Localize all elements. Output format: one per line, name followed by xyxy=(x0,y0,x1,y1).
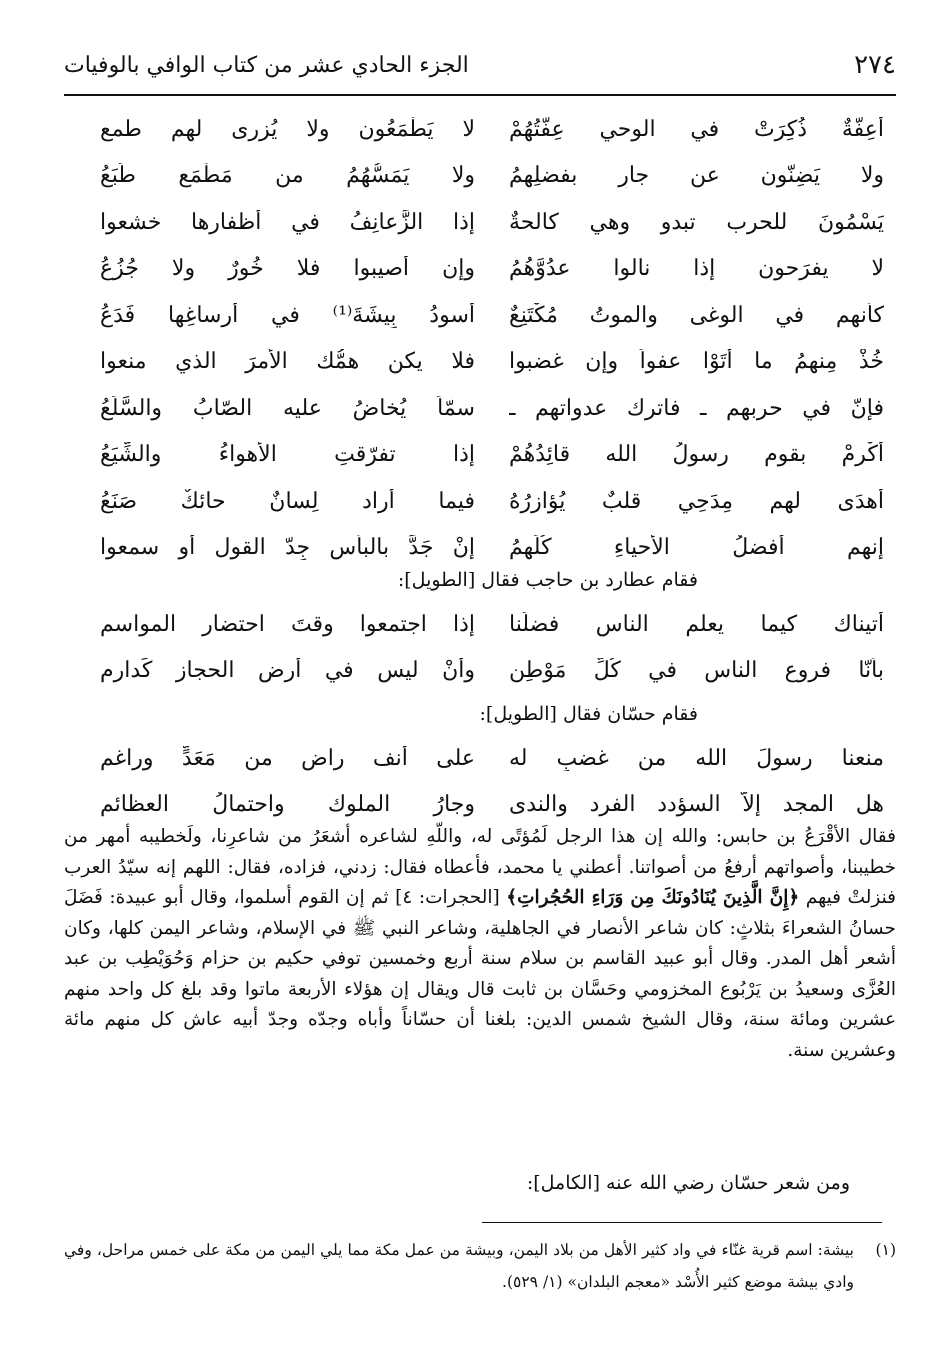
page-number: ٢٧٤ xyxy=(854,50,896,80)
verse-line xyxy=(100,292,884,339)
verse-hemistich-second: وأنْ ليس في أرضِ الحجاز كَدارِم xyxy=(100,658,475,684)
poem-1 xyxy=(100,106,884,571)
verse-hemistich-second: أُسودُ بِيشَةَ⁽¹⁾ في أرساغِها فَدَعُ xyxy=(100,302,475,328)
verse-line xyxy=(100,385,884,432)
verse-line xyxy=(100,199,884,246)
verse-line xyxy=(100,432,884,479)
verse-line xyxy=(100,601,884,648)
verse-line xyxy=(100,246,884,293)
poem-2-intro: فقام عطارد بن حاجب فقال [الطويل]: xyxy=(397,569,698,591)
footnote-rule xyxy=(482,1222,882,1223)
quran-quote: ﴿إِنَّ الَّذِينَ يُنَادُونَكَ مِن وَرَاءِ الحُجُراتِ﴾ xyxy=(506,887,800,908)
prose-part-2: [الحجرات: ٤] ثم إن القوم أسلموا، وقال أبو عبيدة: فَضَلَ حسانُ الشعراءَ بثلاثٍ: كان شاعر الأنصار في الجاهلية، وشاعر النبي ﷺ في الإسلام، وشاعر اليمن كلها، وكان أشعر أهل المدر. وقال أبو عبيد القاسم بن سلام سنة أربع وخمسين توفي حكيم بن حزام وَحُوَيْطِب بن عبد العُزَّى وسعيدُ بن يَرْبُوع المخزومي وحَسَّان بن ثابت قال ويقال إن هؤلاء الأربعة ماتوا وقد بلغ كل واحد منهم عشرين ومائة سنة، وقال الشيخ شمس الدين: بلغنا أن حسّاناً وأباه وجدّه وجدّ أبيه عاش كل منهم مائة وعشرين سنة. xyxy=(64,887,896,1061)
verse-line xyxy=(100,106,884,153)
verse-line xyxy=(100,735,884,782)
footnote-text: بيشة: اسم قرية غنّاء في واد كثير الأهل من بلاد اليمن، وبيشة من عمل مكة مما يلي اليمن من مكة على خمس مراحل، وفي وادي بيشة موضع كثير الأُسْد «معجم البلدان» (١/ ٥٢٩). xyxy=(64,1241,854,1291)
verse-hemistich-second: إذا تفرّقتِ الأهواءُ والشِّيَعُ xyxy=(100,442,475,468)
prose-part-1: فقال الأقْرَعُ بن حابس: والله إن هذا الرجل لَمُؤتًى له، واللّهِ لشاعره أشعَرُ من شاعرِنا، ولَخطيبه أمهر من خطيبنا، وأصواتهم أرفعُ من أصواتنا. أعطني يا محمد، فأعطاه فقال: زدني، فزاده، فقال: اللهم إنه سيّدُ العرب فنزلتْ فيهم xyxy=(64,826,896,908)
verse-line xyxy=(100,478,884,525)
verse-hemistich-first: كأنهم في الوغى والموتُ مُكْتَنِعٌ xyxy=(509,302,884,328)
verse-hemistich-second: سمّاً يُخاضُ عليه الصّابُ والسَّلَعُ xyxy=(100,395,475,421)
verse-hemistich-second: إنْ جَدَّ بالبأسِ جِدّ القول أو سمعوا xyxy=(100,535,475,561)
running-title: الجزء الحادي عشر من كتاب الوافي بالوفيات xyxy=(64,52,469,78)
verse-line xyxy=(100,648,884,695)
verse-hemistich-second: ولا يَمَسُّهُمُ من مَطْمَعٍ طَبَعُ xyxy=(100,163,475,189)
poem-3-intro: فقام حسّان فقال [الطويل]: xyxy=(479,703,698,725)
verse-hemistich-first: يَسْمُونَ للحرب تبدو وهي كالحةٌ xyxy=(509,209,884,235)
verse-line xyxy=(100,525,884,572)
verse-hemistich-second: وجارُ الملوك واحتمالُ العظائم xyxy=(100,792,475,818)
verse-hemistich-first: أَهدَى لهم مِدَحِي قلبٌ يُؤازِرُهُ xyxy=(509,488,884,514)
verse-hemistich-first: خُذْ مِنهمُ ما أَتَوْا عفواً وإن غضبوا xyxy=(509,349,884,375)
verse-hemistich-second: فيما أراد لِسانٌ حائكٌ صَنَعُ xyxy=(100,488,475,514)
verse-hemistich-first: هل المجد إلاّ السؤدد الفرد والندى xyxy=(509,792,884,818)
verse-hemistich-first: لا يفرَحون إذا نالوا عدُوَّهُمُ xyxy=(509,256,884,282)
verse-hemistich-first: أَكْرِمْ بقومِ رسولُ الله قائِدُهُمْ xyxy=(509,442,884,468)
poem-2 xyxy=(100,601,884,694)
closing-line: ومن شعر حسّان رضي الله عنه [الكامل]: xyxy=(526,1172,850,1194)
verse-hemistich-second: إذا الزَّعانِفُ في أظفارها خشعوا xyxy=(100,209,475,235)
prose-paragraph xyxy=(64,822,896,1066)
verse-line xyxy=(100,339,884,386)
footnote-marker: (١) xyxy=(875,1241,896,1259)
verse-hemistich-first: فإنّ في حربهم ـ فاترك عدواتهم ـ xyxy=(509,395,884,421)
verse-hemistich-second: إذا اجتمعوا وقتَ احتضارِ المواسم xyxy=(100,611,475,637)
header-rule xyxy=(64,94,896,96)
verse-hemistich-first: منعنا رسولَ الله من غضبٍ له xyxy=(509,745,884,771)
verse-line xyxy=(100,153,884,200)
verse-hemistich-first: بأنّا فروع الناس في كُلِّ مَوْطِنٍ xyxy=(509,658,884,684)
verse-hemistich-second: وإن أُصيبوا فلا خُورٌ ولا جُزُعُ xyxy=(100,256,475,282)
verse-hemistich-second: فلا يكن همُّك الأمرَ الذي منعوا xyxy=(100,349,475,375)
poem-3 xyxy=(100,735,884,828)
verse-hemistich-first: أَعِفَّةٌ ذُكِرَتْ في الوحي عِفَّتُهُمْ xyxy=(509,116,884,142)
page-header xyxy=(64,40,896,90)
verse-hemistich-second: لا يَطْمَعُون ولا يُزرى لهم طمع xyxy=(100,116,475,142)
verse-hemistich-second: على أنف راضٍ من مَعَدٍّ وراغم xyxy=(100,745,475,771)
verse-hemistich-first: أتيناك كيما يعلم الناس فضلَنا xyxy=(509,611,884,637)
verse-hemistich-first: إنهم أفضلُ الأحياءِ كُلِّهِمُ xyxy=(509,535,884,561)
verse-hemistich-first: ولا يَضِنّون عن جارٍ بفضلِهِمُ xyxy=(509,163,884,189)
footnote xyxy=(64,1234,896,1298)
